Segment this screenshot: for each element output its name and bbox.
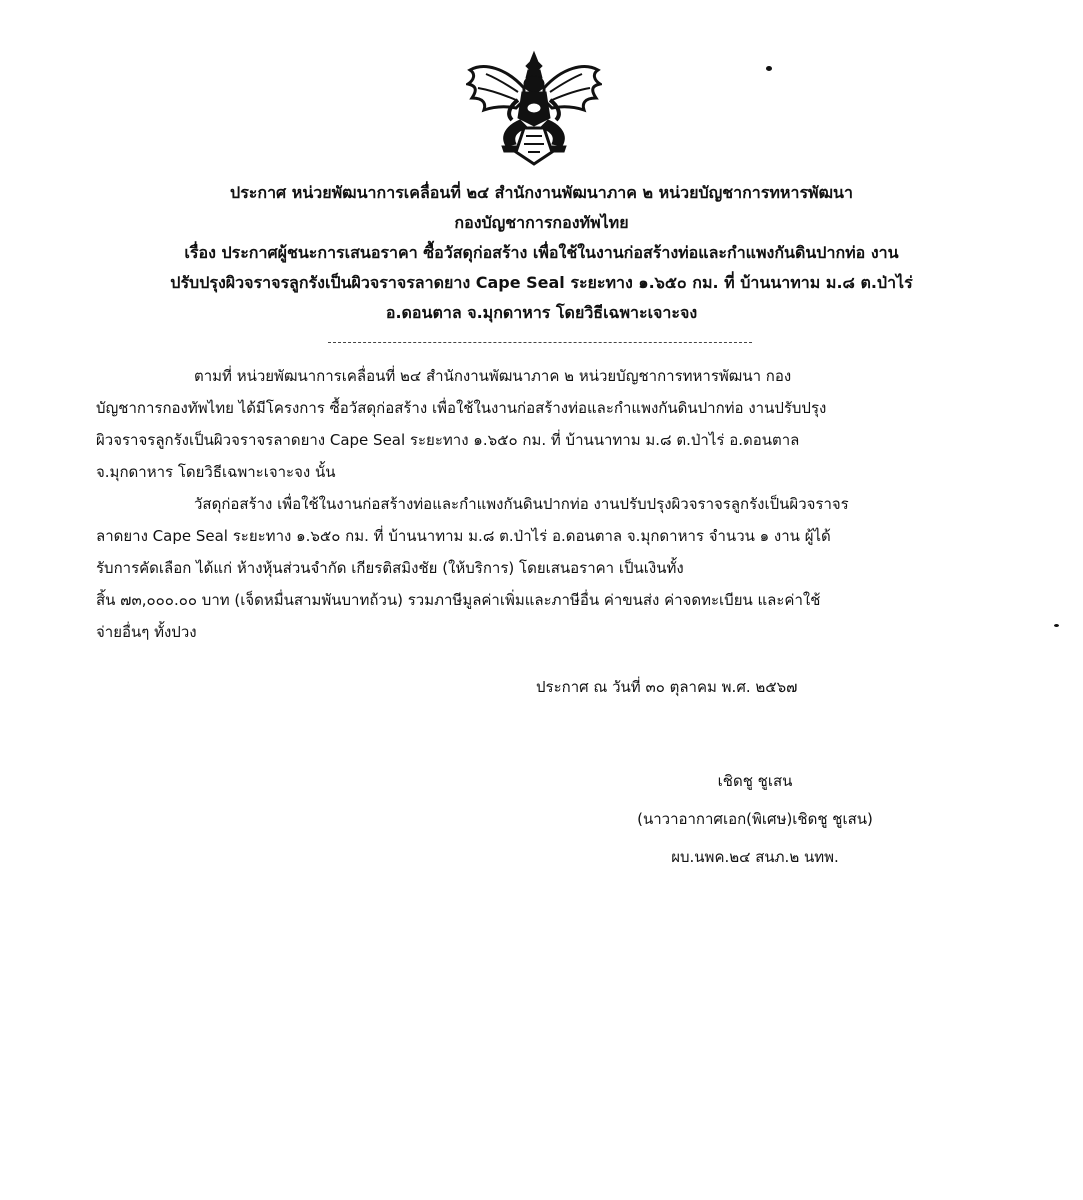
heading-line: ปรับปรุงผิวจราจรลูกรังเป็นผิวจราจรลาดยาง Cape Seal ระยะทาง ๑.๖๕๐ กม. ที่ บ้านนาทาม ม.๘ ต.ป่าไร่ [170,273,913,292]
scan-speck [766,66,772,71]
announcement-date: ประกาศ ณ วันที่ ๓๐ ตุลาคม พ.ศ. ๒๕๖๗ [536,678,798,696]
signature-full-name: (นาวาอากาศเอก(พิเศษ)เชิดชู ชูเสน) [637,810,873,828]
text-line: ผิวจราจรลูกรังเป็นผิวจราจรลาดยาง Cape Seal ระยะทาง ๑.๖๕๐ กม. ที่ บ้านนาทาม ม.๘ ต.ป่าไร่ อ.ดอนตาล [96,431,800,449]
paragraph-2 [96,488,996,648]
heading-line: ประกาศ หน่วยพัฒนาการเคลื่อนที่ ๒๔ สำนักงานพัฒนาภาค ๒ หน่วยบัญชาการทหารพัฒนา [230,183,853,202]
signature-name: เชิดชู ชูเสน [717,772,793,790]
heading-line: อ.ดอนตาล จ.มุกดาหาร โดยวิธีเฉพาะเจาะจง [385,303,698,322]
text-line: รับการคัดเลือก ได้แก่ ห้างหุ้นส่วนจำกัด เกียรติสมิงชัย (ให้บริการ) โดยเสนอราคา เป็นเงินทั้ง [96,559,684,577]
text-line: สิ้น ๗๓,๐๐๐.๐๐ บาท (เจ็ดหมื่นสามพันบาทถ้วน) รวมภาษีมูลค่าเพิ่มและภาษีอื่น ค่าขนส่ง ค่าจดทะเบียน และค่าใช้ [96,591,821,609]
signature-position: ผบ.นพค.๒๔ สนภ.๒ นทพ. [671,848,839,866]
text-line: ลาดยาง Cape Seal ระยะทาง ๑.๖๕๐ กม. ที่ บ้านนาทาม ม.๘ ต.ป่าไร่ อ.ดอนตาล จ.มุกดาหาร จำนวน ๑ งาน ผู้ได้ [96,527,831,545]
heading-line: กองบัญชาการกองทัพไทย [454,213,629,232]
scan-speck [1054,624,1059,627]
paragraph-1 [96,360,996,488]
announcement-heading [100,178,983,328]
text-line: จ่ายอื่นๆ ทั้งปวง [96,623,197,641]
garuda-emblem-icon [466,48,602,168]
text-line: ตามที่ หน่วยพัฒนาการเคลื่อนที่ ๒๔ สำนักงานพัฒนาภาค ๒ หน่วยบัญชาการทหารพัฒนา กอง [194,367,792,385]
divider [328,342,752,343]
text-line: วัสดุก่อสร้าง เพื่อใช้ในงานก่อสร้างท่อและกำแพงกันดินปากท่อ งานปรับปรุงผิวจราจรลูกรังเป็นผิวจราจร [194,495,849,513]
text-line: จ.มุกดาหาร โดยวิธีเฉพาะเจาะจง นั้น [96,463,336,481]
text-line: บัญชาการกองทัพไทย ได้มีโครงการ ซื้อวัสดุก่อสร้าง เพื่อใช้ในงานก่อสร้างท่อและกำแพงกันดินปากท่อ งานปรับปรุง [96,399,827,417]
heading-line: เรื่อง ประกาศผู้ชนะการเสนอราคา ซื้อวัสดุก่อสร้าง เพื่อใช้ในงานก่อสร้างท่อและกำแพงกันดินปากท่อ งาน [184,243,899,262]
